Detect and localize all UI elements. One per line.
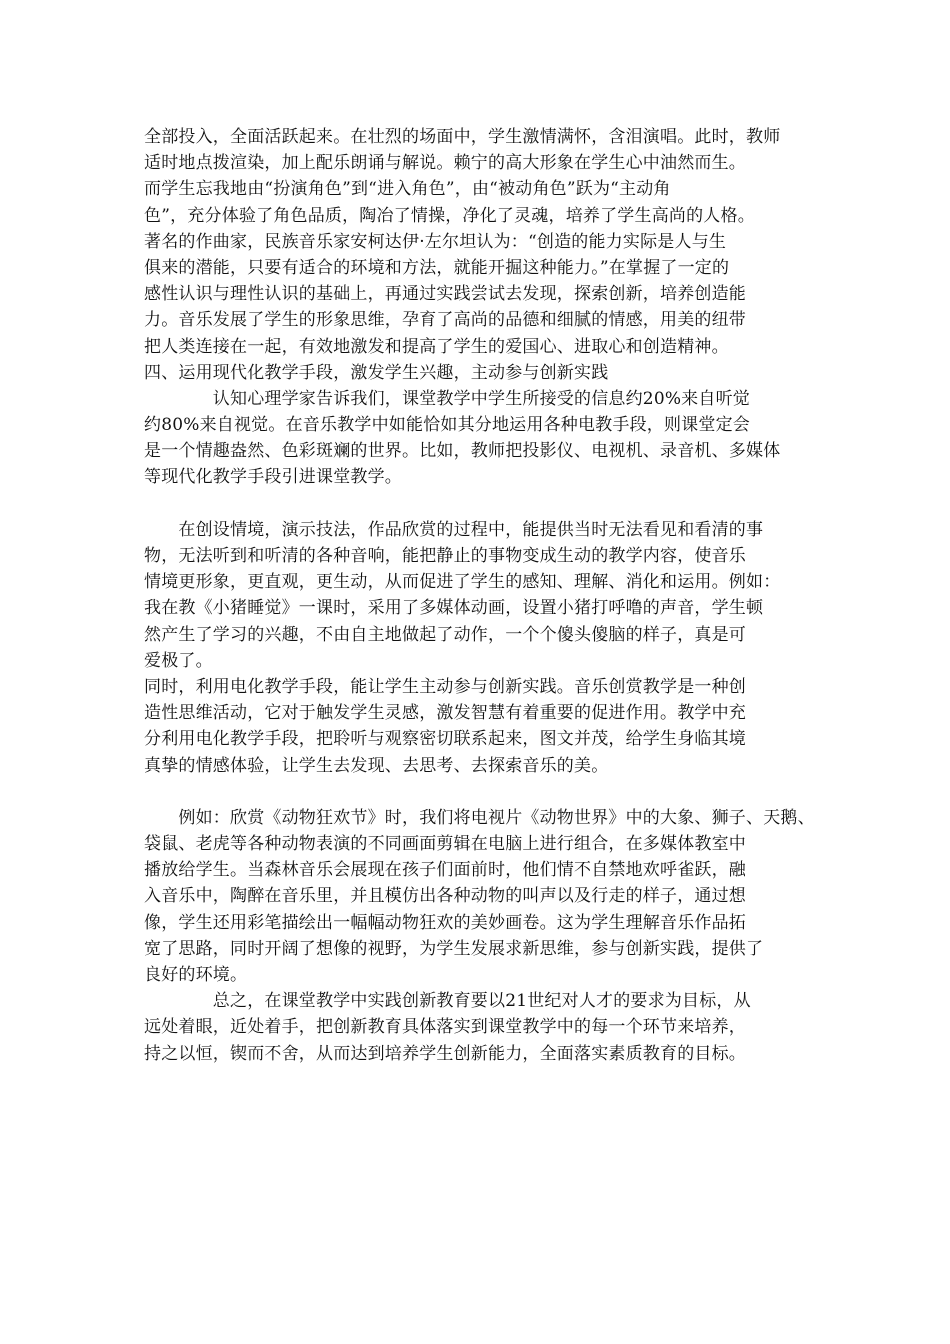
text-line: 袋鼠、老虎等各种动物表演的不同画面剪辑在电脑上进行组合，在多媒体教室中 (144, 834, 746, 855)
text-line: 我在教《小猪睡觉》一课时，采用了多媒体动画，设置小猪打呼噜的声音，学生顿 (144, 598, 764, 619)
text-line: 四、运用现代化教学手段，激发学生兴趣，主动参与创新实践 (144, 362, 609, 383)
text-line: 真挚的情感体验，让学生去发现、去思考、去探索音乐的美。 (144, 755, 609, 776)
text-line: 爱极了。 (144, 650, 213, 671)
text-line: 同时，利用电化教学手段，能让学生主动参与创新实践。音乐创赏教学是一种创 (144, 676, 746, 697)
text-line: 宽了思路，同时开阔了想像的视野，为学生发展求新思维，参与创新实践，提供了 (144, 938, 764, 959)
text-line: 播放给学生。当森林音乐会展现在孩子们面前时，他们情不自禁地欢呼雀跃，融 (144, 860, 746, 881)
text-line: 入音乐中，陶醉在音乐里，并且模仿出各种动物的叫声以及行走的样子，通过想 (144, 886, 746, 907)
text-line: 是一个情趣盎然、色彩斑斓的世界。比如，教师把投影仪、电视机、录音机、多媒体 (144, 441, 781, 462)
text-line: 色”，充分体验了角色品质，陶冶了情操，净化了灵魂，培养了学生高尚的人格。 (144, 205, 755, 226)
blank-line (144, 779, 812, 805)
document-body (144, 124, 815, 1067)
text-line: 在创设情境，演示技法，作品欣赏的过程中，能提供当时无法看见和看清的事 (144, 519, 764, 540)
text-line: 分利用电化教学手段，把聆听与观察密切联系起来，图文并茂，给学生身临其境 (144, 729, 746, 750)
text-line: 适时地点拨渲染，加上配乐朗诵与解说。赖宁的高大形象在学生心中油然而生。 (144, 153, 746, 174)
text-line: 认知心理学家告诉我们，课堂教学中学生所接受的信息约20%来自听觉 (144, 388, 750, 409)
text-line: 全部投入，全面活跃起来。在壮烈的场面中，学生激情满怀，含泪演唱。此时，教师 (144, 127, 781, 147)
text-line: 约80%来自视觉。在音乐教学中如能恰如其分地运用各种电教手段，则课堂定会 (144, 415, 750, 436)
text-line: 良好的环境。 (144, 965, 248, 985)
text-line: 造性思维活动，它对于触发学生灵感，激发智慧有着重要的促进作用。教学中充 (144, 703, 746, 724)
text-line: 著名的作曲家，民族音乐家安柯达伊·左尔坦认为：“创造的能力实际是人与生 (144, 231, 727, 252)
text-line: 例如：欣赏《动物狂欢节》时，我们将电视片《动物世界》中的大象、狮子、天鹅、 (144, 807, 815, 828)
text-line: 总之，在课堂教学中实践创新教育要以21世纪对人才的要求为目标，从 (144, 991, 751, 1012)
text-line: 物，无法听到和听清的各种音响，能把静止的事物变成生动的教学内容，使音乐 (144, 546, 746, 566)
blank-line (144, 491, 812, 517)
text-line: 持之以恒，锲而不舍，从而达到培养学生创新能力，全面落实素质教育的目标。 (144, 1043, 746, 1064)
text-line: 感性认识与理性认识的基础上，再通过实践尝试去发现，探索创新，培养创造能 (144, 284, 746, 305)
text-line: 像，学生还用彩笔描绘出一幅幅动物狂欢的美妙画卷。这为学生理解音乐作品拓 (144, 912, 746, 933)
text-line: 而学生忘我地由“扮演角色”到“进入角色”，由“被动角色”跃为“主动角 (144, 179, 671, 200)
text-line: 情境更形象，更直观，更生动，从而促进了学生的感知、理解、消化和运用。例如： (144, 572, 781, 593)
text-line: 然产生了学习的兴趣，不由自主地做起了动作，一个个傻头傻脑的样子，真是可 (144, 624, 746, 645)
text-line: 把人类连接在一起，有效地激发和提高了学生的爱国心、进取心和创造精神。 (144, 336, 729, 357)
text-line: 力。音乐发展了学生的形象思维，孕育了高尚的品德和细腻的情感，用美的纽带 (144, 310, 746, 331)
text-line: 远处着眼，近处着手，把创新教育具体落实到课堂教学中的每一个环节来培养， (144, 1017, 746, 1038)
text-line: 俱来的潜能，只要有适合的环境和方法，就能开掘这种能力。”在掌握了一定的 (144, 257, 730, 278)
text-line: 等现代化教学手段引进课堂教学。 (144, 467, 402, 488)
